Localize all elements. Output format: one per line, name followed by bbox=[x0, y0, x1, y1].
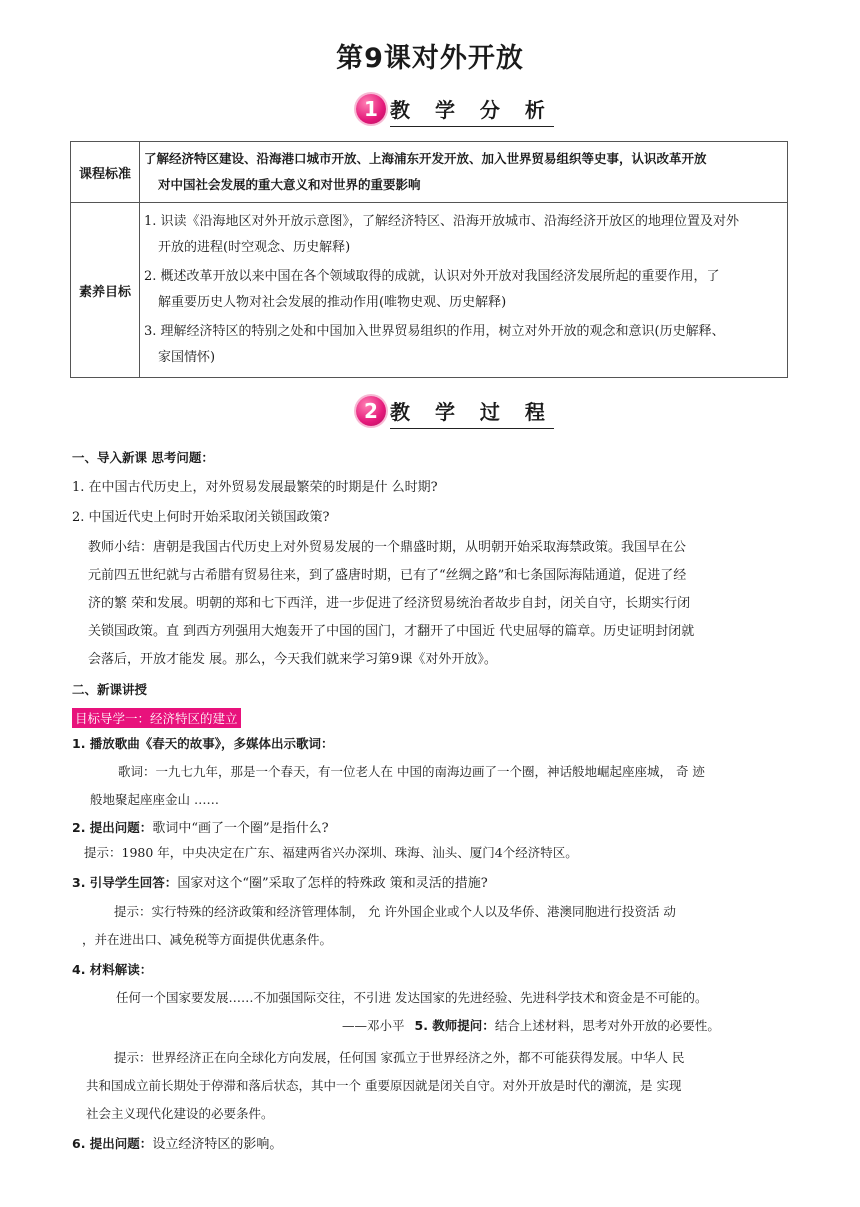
table-row bbox=[71, 142, 788, 203]
summary-line: 关锁国政策。直 到西方列强用大炮轰开了中国的国门，才翻开了中国近 代史屈辱的篇章。历史证明封闭就 bbox=[88, 624, 695, 639]
summary-line: 教师小结：唐朝是我国古代历史上对外贸易发展的一个鼎盛时期，从明朝开始采取海禁政策。我国早在公 bbox=[88, 540, 687, 555]
step-6 bbox=[72, 1130, 792, 1159]
goal-item-cont: 开放的进程(时空观念、历史解释) bbox=[158, 240, 351, 255]
goal-item-cont: 解重要历史人物对社会发展的推动作用(唯物史观、历史解释) bbox=[158, 295, 507, 310]
hint-line: 社会主义现代化建设的必要条件。 bbox=[86, 1106, 274, 1121]
page-title: 第9课对外开放 bbox=[336, 43, 524, 74]
step-5-heading: 5. 教师提问： bbox=[414, 1018, 495, 1033]
goal-tag: 目标导学一：经济特区的建立 bbox=[72, 708, 241, 728]
step-2-text: 歌词中“画了一个圈”是指什么? bbox=[152, 821, 329, 836]
lyrics-line: 歌词：一九七九年，那是一个春天，有一位老人在 中国的南海边画了一个圈，神话般地崛起座座城， 奇 迹 bbox=[118, 764, 705, 779]
step-3-text: 国家对这个“圈”采取了怎样的特殊政 策和灵活的措施? bbox=[177, 876, 488, 891]
step-5-text: 结合上述材料，思考对外开放的必要性。 bbox=[494, 1018, 720, 1033]
literacy-goals-list bbox=[140, 203, 788, 378]
goal-item: 2. 概述改革开放以来中国在各个领域取得的成就，认识对外开放对我国经济发展所起的重要作用，了 bbox=[144, 269, 720, 284]
new-lesson-heading: 二、新课讲授 bbox=[72, 682, 148, 697]
step-3-heading: 3. 引导学生回答： bbox=[72, 875, 178, 890]
section-title: 教 学 分 析 bbox=[390, 94, 554, 127]
teacher-summary bbox=[72, 534, 792, 674]
hint-line: 提示：实行特殊的经济政策和经济管理体制， 允 许外国企业或个人以及华侨、港澳同胞进行投资活 动 bbox=[114, 904, 676, 919]
section-number-badge: 1 bbox=[356, 94, 386, 124]
analysis-table bbox=[70, 141, 788, 378]
summary-line: 会落后，开放才能发 展。那么，今天我们就来学习第9课《对外开放》。 bbox=[88, 652, 497, 667]
summary-line: 济的繁 荣和发展。明朝的郑和七下西洋，进一步促进了经济贸易统治者故步自封，闭关自守，长期实行闭 bbox=[88, 596, 691, 611]
step-3-hint bbox=[72, 898, 792, 954]
curriculum-standard-text bbox=[140, 142, 788, 203]
quote-author-line bbox=[72, 1012, 792, 1040]
goal-item: 3. 理解经济特区的特别之处和中国加入世界贸易组织的作用，树立对外开放的观念和意识(历史解释、 bbox=[144, 324, 725, 339]
lyrics-block bbox=[72, 758, 792, 814]
summary-line: 元前四五世纪就与古希腊有贸易往来，到了盛唐时期，已有了“丝绸之路”和七条国际海陆通道，促进了经 bbox=[88, 568, 687, 583]
lyrics-line: 般地聚起座座金山 …… bbox=[90, 792, 219, 807]
question-2: 2. 中国近代史上何时开始采取闭关锁国政策? bbox=[72, 510, 330, 525]
quote-author: ——邓小平 bbox=[342, 1018, 405, 1033]
step-1-heading: 1. 播放歌曲《春天的故事》，多媒体出示歌词： bbox=[72, 736, 334, 751]
step-2-heading: 2. 提出问题： bbox=[72, 820, 153, 835]
goal-item: 1. 识读《沿海地区对外开放示意图》，了解经济特区、沿海开放城市、沿海经济开放区的地理位置及对外 bbox=[144, 214, 740, 229]
curriculum-line: 了解经济特区建设、沿海港口城市开放、上海浦东开发开放、加入世界贸易组织等史事，认识改革开放 bbox=[144, 151, 707, 166]
intro-section bbox=[72, 444, 792, 1159]
row-label-curriculum: 课程标准 bbox=[71, 142, 140, 203]
step-6-text: 设立经济特区的影响。 bbox=[152, 1137, 283, 1152]
section-number-badge: 2 bbox=[356, 396, 386, 426]
question-1: 1. 在中国古代历史上，对外贸易发展最繁荣的时期是什 么时期? bbox=[72, 480, 438, 495]
step-2-hint: 提示：1980 年，中央决定在广东、福建两省兴办深圳、珠海、汕头、厦门4个经济特区。 bbox=[84, 845, 578, 860]
step-6-heading: 6. 提出问题： bbox=[72, 1136, 153, 1151]
step-3 bbox=[72, 869, 792, 898]
hint-line: 共和国成立前长期处于停滞和落后状态，其中一个 重要原因就是闭关自守。对外开放是时代的潮流，是 实现 bbox=[86, 1078, 682, 1093]
row-label-goals: 素养目标 bbox=[71, 203, 140, 378]
goal-tag-wrapper bbox=[72, 708, 792, 728]
table-row bbox=[71, 203, 788, 378]
intro-heading: 一、导入新课 思考问题： bbox=[72, 450, 214, 465]
hint-line: ，并在进出口、减免税等方面提供优惠条件。 bbox=[82, 932, 333, 947]
step-4-heading: 4. 材料解读： bbox=[72, 962, 153, 977]
hint-line: 提示：世界经济正在向全球化方向发展，任何国 家孤立于世界经济之外，都不可能获得发展。中华人 民 bbox=[114, 1050, 685, 1065]
curriculum-line: 对中国社会发展的重大意义和对世界的重要影响 bbox=[158, 177, 421, 192]
step-5-hint bbox=[72, 1044, 792, 1128]
material-quote: 任何一个国家要发展……不加强国际交往，不引进 发达国家的先进经验、先进科学技术和资金是不可能的。 bbox=[116, 990, 708, 1005]
goal-item-cont: 家国情怀) bbox=[158, 350, 216, 365]
section-title: 教 学 过 程 bbox=[390, 396, 554, 429]
